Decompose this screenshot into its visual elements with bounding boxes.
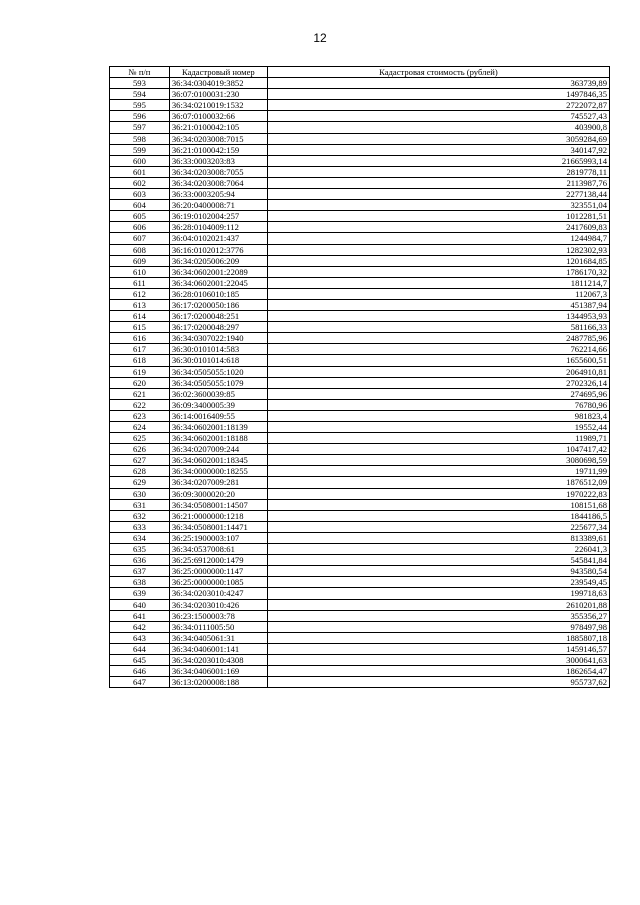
cadastral-value-cell: 2487785,96 xyxy=(267,333,609,344)
cadastral-number-cell: 36:34:0406001:141 xyxy=(169,643,267,654)
table-row xyxy=(110,255,610,266)
table-row xyxy=(110,377,610,388)
cadastral-number-cell: 36:34:0602001:18139 xyxy=(169,422,267,433)
row-number-cell: 602 xyxy=(110,177,170,188)
cadastral-value-cell: 1862654,47 xyxy=(267,666,609,677)
cadastral-number-cell: 36:34:0406001:169 xyxy=(169,666,267,677)
cadastral-value-cell: 1811214,7 xyxy=(267,277,609,288)
row-number-cell: 644 xyxy=(110,643,170,654)
row-number-cell: 625 xyxy=(110,433,170,444)
cadastral-value-cell: 2277138,44 xyxy=(267,189,609,200)
cadastral-value-cell: 1344953,93 xyxy=(267,311,609,322)
cadastral-number-cell: 36:25:0000000:1085 xyxy=(169,577,267,588)
row-number-cell: 593 xyxy=(110,78,170,89)
cadastral-value-cell: 745527,43 xyxy=(267,111,609,122)
table-row xyxy=(110,677,610,688)
table-row xyxy=(110,399,610,410)
cadastral-number-cell: 36:34:0537008:61 xyxy=(169,544,267,555)
row-number-cell: 645 xyxy=(110,654,170,665)
table-row xyxy=(110,410,610,421)
row-number-cell: 646 xyxy=(110,666,170,677)
table-row xyxy=(110,189,610,200)
row-number-cell: 620 xyxy=(110,377,170,388)
row-number-cell: 624 xyxy=(110,422,170,433)
cadastral-number-cell: 36:34:0505055:1079 xyxy=(169,377,267,388)
row-number-cell: 617 xyxy=(110,344,170,355)
table-row xyxy=(110,244,610,255)
row-number-cell: 628 xyxy=(110,466,170,477)
table-row xyxy=(110,166,610,177)
cadastral-value-cell: 2610201,88 xyxy=(267,599,609,610)
cadastral-value-cell: 323551,04 xyxy=(267,200,609,211)
table-row xyxy=(110,111,610,122)
row-number-cell: 615 xyxy=(110,322,170,333)
cadastral-value-cell: 451387,94 xyxy=(267,299,609,310)
table-row xyxy=(110,466,610,477)
table-row xyxy=(110,333,610,344)
row-number-cell: 608 xyxy=(110,244,170,255)
row-number-cell: 613 xyxy=(110,299,170,310)
cadastral-number-cell: 36:34:0203010:4247 xyxy=(169,588,267,599)
cadastral-number-cell: 36:30:0101014:583 xyxy=(169,344,267,355)
cadastral-number-cell: 36:14:0016409:55 xyxy=(169,410,267,421)
cadastral-number-cell: 36:34:0111005:50 xyxy=(169,621,267,632)
cadastral-number-cell: 36:34:0203010:4308 xyxy=(169,654,267,665)
cadastral-number-cell: 36:34:0203008:7064 xyxy=(169,177,267,188)
cadastral-number-cell: 36:34:0602001:18345 xyxy=(169,455,267,466)
cadastral-value-cell: 2702326,14 xyxy=(267,377,609,388)
cadastral-value-cell: 978497,98 xyxy=(267,621,609,632)
cadastral-number-cell: 36:21:0100042:105 xyxy=(169,122,267,133)
table-row xyxy=(110,455,610,466)
table-row xyxy=(110,566,610,577)
row-number-cell: 604 xyxy=(110,200,170,211)
table-row xyxy=(110,499,610,510)
table-row xyxy=(110,355,610,366)
table-row xyxy=(110,599,610,610)
cadastral-number-cell: 36:25:6912000:1479 xyxy=(169,555,267,566)
cadastral-value-cell: 2113987,76 xyxy=(267,177,609,188)
cadastral-number-cell: 36:16:0102012:3776 xyxy=(169,244,267,255)
row-number-cell: 599 xyxy=(110,144,170,155)
row-number-cell: 612 xyxy=(110,288,170,299)
table-row xyxy=(110,422,610,433)
cadastral-value-cell: 943580,54 xyxy=(267,566,609,577)
table-row xyxy=(110,643,610,654)
cadastral-value-cell: 1244984,7 xyxy=(267,233,609,244)
table-row xyxy=(110,89,610,100)
cadastral-value-cell: 1786170,32 xyxy=(267,266,609,277)
table-row xyxy=(110,588,610,599)
cadastral-number-cell: 36:34:0602001:22045 xyxy=(169,277,267,288)
cadastral-number-cell: 36:34:0203008:7015 xyxy=(169,133,267,144)
cadastral-value-cell: 3080698,59 xyxy=(267,455,609,466)
cadastral-number-cell: 36:21:0100042:159 xyxy=(169,144,267,155)
cadastral-number-cell: 36:34:0203008:7055 xyxy=(169,166,267,177)
table-row xyxy=(110,532,610,543)
table-row xyxy=(110,433,610,444)
row-number-cell: 598 xyxy=(110,133,170,144)
cadastral-value-cell: 1885807,18 xyxy=(267,632,609,643)
cadastral-value-cell: 363739,89 xyxy=(267,78,609,89)
cadastral-number-cell: 36:07:0100031:230 xyxy=(169,89,267,100)
table-body xyxy=(110,78,610,688)
table-row xyxy=(110,444,610,455)
table-row xyxy=(110,133,610,144)
row-number-cell: 635 xyxy=(110,544,170,555)
table-row xyxy=(110,144,610,155)
cadastral-value-cell: 21665993,14 xyxy=(267,155,609,166)
table-row xyxy=(110,266,610,277)
table-row xyxy=(110,488,610,499)
table-row xyxy=(110,510,610,521)
row-number-cell: 609 xyxy=(110,255,170,266)
table-row xyxy=(110,299,610,310)
table-row xyxy=(110,222,610,233)
cadastral-number-cell: 36:19:0102004:257 xyxy=(169,211,267,222)
cadastral-value-cell: 1844186,5 xyxy=(267,510,609,521)
cadastral-value-cell: 76780,96 xyxy=(267,399,609,410)
table-row xyxy=(110,288,610,299)
table-row xyxy=(110,666,610,677)
row-number-cell: 611 xyxy=(110,277,170,288)
table-row xyxy=(110,200,610,211)
cadastral-value-cell: 2417609,83 xyxy=(267,222,609,233)
header-cadastral-number: Кадастровый номер xyxy=(169,67,267,78)
row-number-cell: 614 xyxy=(110,311,170,322)
row-number-cell: 596 xyxy=(110,111,170,122)
row-number-cell: 622 xyxy=(110,399,170,410)
cadastral-value-cell: 581166,33 xyxy=(267,322,609,333)
cadastral-number-cell: 36:25:1900003:107 xyxy=(169,532,267,543)
row-number-cell: 618 xyxy=(110,355,170,366)
cadastral-value-cell: 112067,3 xyxy=(267,288,609,299)
table-row xyxy=(110,555,610,566)
cadastral-number-cell: 36:21:0000000:1218 xyxy=(169,510,267,521)
row-number-cell: 647 xyxy=(110,677,170,688)
row-number-cell: 601 xyxy=(110,166,170,177)
cadastral-value-cell: 1282302,93 xyxy=(267,244,609,255)
cadastral-value-cell: 813389,61 xyxy=(267,532,609,543)
row-number-cell: 597 xyxy=(110,122,170,133)
cadastral-number-cell: 36:09:3000020:20 xyxy=(169,488,267,499)
row-number-cell: 595 xyxy=(110,100,170,111)
cadastral-value-cell: 1459146,57 xyxy=(267,643,609,654)
table-row xyxy=(110,654,610,665)
cadastral-number-cell: 36:20:0400008:71 xyxy=(169,200,267,211)
cadastral-number-cell: 36:25:0000000:1147 xyxy=(169,566,267,577)
row-number-cell: 605 xyxy=(110,211,170,222)
cadastral-value-cell: 11989,71 xyxy=(267,433,609,444)
header-cadastral-value: Кадастровая стоимость (рублей) xyxy=(267,67,609,78)
row-number-cell: 633 xyxy=(110,521,170,532)
row-number-cell: 636 xyxy=(110,555,170,566)
cadastral-number-cell: 36:34:0304019:3852 xyxy=(169,78,267,89)
row-number-cell: 626 xyxy=(110,444,170,455)
table-row xyxy=(110,322,610,333)
cadastral-number-cell: 36:17:0200050:186 xyxy=(169,299,267,310)
row-number-cell: 610 xyxy=(110,266,170,277)
row-number-cell: 637 xyxy=(110,566,170,577)
cadastral-number-cell: 36:04:0102021:437 xyxy=(169,233,267,244)
cadastral-value-cell: 226041,3 xyxy=(267,544,609,555)
row-number-cell: 629 xyxy=(110,477,170,488)
cadastral-number-cell: 36:17:0200048:297 xyxy=(169,322,267,333)
table-row xyxy=(110,100,610,111)
cadastral-number-cell: 36:28:0106010:185 xyxy=(169,288,267,299)
row-number-cell: 607 xyxy=(110,233,170,244)
cadastral-number-cell: 36:02:3600039:85 xyxy=(169,388,267,399)
cadastral-value-cell: 274695,96 xyxy=(267,388,609,399)
cadastral-number-cell: 36:34:0205006:209 xyxy=(169,255,267,266)
table-row xyxy=(110,233,610,244)
cadastral-value-cell: 1876512,09 xyxy=(267,477,609,488)
cadastral-value-cell: 225677,34 xyxy=(267,521,609,532)
cadastral-number-cell: 36:34:0508001:14471 xyxy=(169,521,267,532)
cadastral-number-cell: 36:23:1500003:78 xyxy=(169,610,267,621)
row-number-cell: 630 xyxy=(110,488,170,499)
cadastral-value-cell: 199718,63 xyxy=(267,588,609,599)
cadastral-number-cell: 36:34:0405061:31 xyxy=(169,632,267,643)
cadastral-value-table xyxy=(109,66,610,688)
header-row-number: № п/п xyxy=(110,67,170,78)
row-number-cell: 616 xyxy=(110,333,170,344)
row-number-cell: 623 xyxy=(110,410,170,421)
table-row xyxy=(110,621,610,632)
cadastral-value-cell: 19711,99 xyxy=(267,466,609,477)
cadastral-number-cell: 36:34:0210019:1532 xyxy=(169,100,267,111)
cadastral-value-cell: 1655600,51 xyxy=(267,355,609,366)
cadastral-number-cell: 36:34:0307022:1940 xyxy=(169,333,267,344)
cadastral-value-cell: 2819778,11 xyxy=(267,166,609,177)
cadastral-number-cell: 36:33:0003203:83 xyxy=(169,155,267,166)
cadastral-number-cell: 36:34:0508001:14507 xyxy=(169,499,267,510)
cadastral-number-cell: 36:34:0207009:244 xyxy=(169,444,267,455)
cadastral-value-cell: 955737,62 xyxy=(267,677,609,688)
cadastral-value-cell: 2064910,81 xyxy=(267,366,609,377)
table-row xyxy=(110,78,610,89)
cadastral-number-cell: 36:34:0207009:281 xyxy=(169,477,267,488)
cadastral-value-cell: 3000641,63 xyxy=(267,654,609,665)
cadastral-number-cell: 36:30:0101014:618 xyxy=(169,355,267,366)
cadastral-value-cell: 1047417,42 xyxy=(267,444,609,455)
cadastral-number-cell: 36:09:3400005:39 xyxy=(169,399,267,410)
table-header-row xyxy=(110,67,610,78)
table-row xyxy=(110,311,610,322)
table-row xyxy=(110,521,610,532)
cadastral-value-cell: 1201684,85 xyxy=(267,255,609,266)
row-number-cell: 627 xyxy=(110,455,170,466)
cadastral-number-cell: 36:33:0003205:94 xyxy=(169,189,267,200)
cadastral-value-cell: 403900,8 xyxy=(267,122,609,133)
cadastral-value-cell: 1970222,83 xyxy=(267,488,609,499)
cadastral-number-cell: 36:34:0505055:1020 xyxy=(169,366,267,377)
table-row xyxy=(110,277,610,288)
row-number-cell: 594 xyxy=(110,89,170,100)
row-number-cell: 638 xyxy=(110,577,170,588)
table-row xyxy=(110,122,610,133)
cadastral-value-cell: 981823,4 xyxy=(267,410,609,421)
row-number-cell: 606 xyxy=(110,222,170,233)
cadastral-number-cell: 36:34:0602001:22089 xyxy=(169,266,267,277)
cadastral-value-cell: 108151,68 xyxy=(267,499,609,510)
cadastral-value-cell: 3059284,69 xyxy=(267,133,609,144)
cadastral-value-cell: 355356,27 xyxy=(267,610,609,621)
table-row xyxy=(110,211,610,222)
cadastral-number-cell: 36:34:0000000:18255 xyxy=(169,466,267,477)
table-row xyxy=(110,344,610,355)
row-number-cell: 643 xyxy=(110,632,170,643)
page-number: 12 xyxy=(313,31,327,45)
table-row xyxy=(110,610,610,621)
cadastral-value-cell: 1497846,35 xyxy=(267,89,609,100)
cadastral-value-cell: 762214,66 xyxy=(267,344,609,355)
cadastral-number-cell: 36:34:0602001:18188 xyxy=(169,433,267,444)
table-row xyxy=(110,366,610,377)
row-number-cell: 632 xyxy=(110,510,170,521)
row-number-cell: 631 xyxy=(110,499,170,510)
row-number-cell: 639 xyxy=(110,588,170,599)
table-row xyxy=(110,477,610,488)
table-row xyxy=(110,544,610,555)
cadastral-value-cell: 19552,44 xyxy=(267,422,609,433)
cadastral-number-cell: 36:34:0203010:426 xyxy=(169,599,267,610)
table-row xyxy=(110,155,610,166)
table-row xyxy=(110,388,610,399)
cadastral-number-cell: 36:17:0200048:251 xyxy=(169,311,267,322)
cadastral-value-cell: 545841,84 xyxy=(267,555,609,566)
row-number-cell: 641 xyxy=(110,610,170,621)
table-row xyxy=(110,177,610,188)
cadastral-value-cell: 239549,45 xyxy=(267,577,609,588)
table-row xyxy=(110,577,610,588)
row-number-cell: 600 xyxy=(110,155,170,166)
cadastral-number-cell: 36:07:0100032:66 xyxy=(169,111,267,122)
cadastral-value-cell: 340147,92 xyxy=(267,144,609,155)
row-number-cell: 603 xyxy=(110,189,170,200)
row-number-cell: 619 xyxy=(110,366,170,377)
cadastral-value-cell: 1012281,51 xyxy=(267,211,609,222)
cadastral-value-cell: 2722072,87 xyxy=(267,100,609,111)
table-row xyxy=(110,632,610,643)
cadastral-number-cell: 36:28:0104009:112 xyxy=(169,222,267,233)
row-number-cell: 634 xyxy=(110,532,170,543)
row-number-cell: 621 xyxy=(110,388,170,399)
row-number-cell: 640 xyxy=(110,599,170,610)
row-number-cell: 642 xyxy=(110,621,170,632)
cadastral-number-cell: 36:13:0200008:188 xyxy=(169,677,267,688)
